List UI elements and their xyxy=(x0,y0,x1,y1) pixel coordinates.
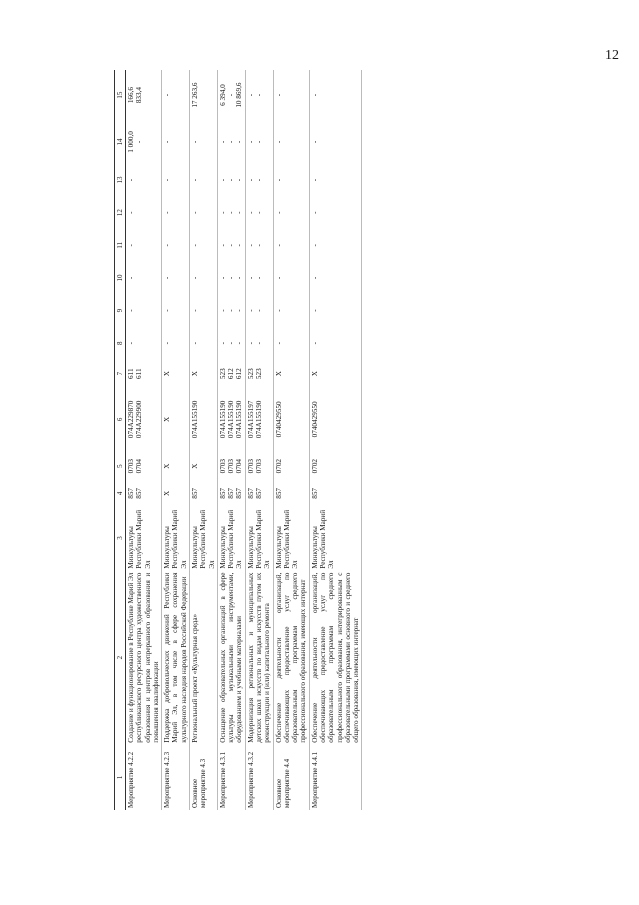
table-cell: 0703 0704 xyxy=(126,451,162,481)
header-row xyxy=(115,70,126,810)
table-cell: - xyxy=(126,229,162,262)
table-row xyxy=(126,70,162,810)
table-cell: - xyxy=(162,120,190,164)
table-cell: - xyxy=(126,327,162,360)
table-cell: - xyxy=(162,196,190,229)
table-cell: 0702 xyxy=(273,451,309,481)
table-cell: - - xyxy=(245,262,273,295)
table-row xyxy=(190,70,218,810)
table-cell: - xyxy=(309,70,362,120)
table-cell: X xyxy=(162,388,190,451)
table-cell: - xyxy=(273,70,309,120)
table-cell: Минкультуры Республики Марий Эл xyxy=(217,505,245,570)
table-cell: - - - xyxy=(217,262,245,295)
table-cell: - xyxy=(309,229,362,262)
table-cell: 6 394,0 - 10 869,6 xyxy=(217,70,245,120)
table-cell: 857 857 xyxy=(245,481,273,505)
column-header: 9 xyxy=(115,294,126,327)
table-cell: X xyxy=(190,360,218,388)
table-cell: - xyxy=(190,164,218,197)
table-cell: Создание и функционирование в Республике Марий Эл республиканского ресурсного центра художественного образования и центров непрерывного образования и повышения квалификации xyxy=(127,572,160,743)
column-header: 1 xyxy=(115,745,126,810)
table-row xyxy=(273,70,309,810)
table-cell: - - xyxy=(245,70,273,120)
table-cell: - xyxy=(162,229,190,262)
table-cell: - xyxy=(309,196,362,229)
table-cell: - xyxy=(273,262,309,295)
table-cell: - xyxy=(273,196,309,229)
table-cell: - xyxy=(273,327,309,360)
table-cell: Мероприятие 4.3.1 xyxy=(217,745,245,810)
table-cell: 0740429550 xyxy=(309,388,362,451)
table-body xyxy=(126,70,362,810)
table-cell: 857 xyxy=(273,481,309,505)
table-cell: - xyxy=(309,262,362,295)
table-cell: 857 xyxy=(190,481,218,505)
table-cell: - - - xyxy=(217,196,245,229)
table-cell: - - - xyxy=(217,229,245,262)
table-cell: 074A155190 xyxy=(190,388,218,451)
program-table xyxy=(114,70,362,810)
table-cell: - xyxy=(190,327,218,360)
table-cell: - - - xyxy=(217,294,245,327)
table-cell: Мероприятие 4.4.1 xyxy=(309,745,362,810)
table-cell: Основное мероприятие 4.4 xyxy=(273,745,309,810)
table-cell: - xyxy=(273,229,309,262)
table-cell: - - - xyxy=(217,327,245,360)
table-cell: 0703 0703 0704 xyxy=(217,451,245,481)
table-cell: Минкультуры Республики Марий Эл xyxy=(190,505,218,570)
table-cell: - xyxy=(162,70,190,120)
column-header: 15 xyxy=(115,70,126,120)
table-cell: Региональный проект «Культурная среда» xyxy=(190,571,218,745)
table-cell: - xyxy=(190,196,218,229)
table-cell: X xyxy=(162,481,190,505)
column-header: 6 xyxy=(115,388,126,451)
table-cell: - xyxy=(126,164,162,197)
table-cell: - xyxy=(309,294,362,327)
table-cell: Минкультуры Республики Марий Эл xyxy=(273,505,309,570)
table-cell: 611 611 xyxy=(126,360,162,388)
table-cell: 857 xyxy=(309,481,362,505)
rotated-table-wrapper xyxy=(114,70,609,810)
table-cell: - xyxy=(190,120,218,164)
table-cell: X xyxy=(162,360,190,388)
column-header: 7 xyxy=(115,360,126,388)
table-cell: - xyxy=(273,294,309,327)
table-cell: - xyxy=(162,262,190,295)
table-cell: Поддержка добровольческих движений Республики Марий Эл, в том числе в сфере сохранения культурного наследия народов Российской Федерации xyxy=(163,572,188,743)
table-cell: X xyxy=(162,451,190,481)
column-header: 2 xyxy=(115,571,126,745)
column-header: 8 xyxy=(115,327,126,360)
table-cell: 0703 0703 xyxy=(245,451,273,481)
table-cell: 074A155190 074A155190 074A155190 xyxy=(217,388,245,451)
table-cell: Мероприятие 4.3.2 xyxy=(245,745,273,810)
table-row xyxy=(245,70,273,810)
table-cell: - - xyxy=(245,120,273,164)
table-cell: 523 523 xyxy=(245,360,273,388)
table-cell: Оснащение образовательных организаций в сфере культуры музыкальными инструментами, оборудованием и учебными материалами xyxy=(218,572,244,743)
table-cell: - xyxy=(162,327,190,360)
table-cell: Мероприятие 4.2.3 xyxy=(162,745,190,810)
table-cell: Основное мероприятие 4.3 xyxy=(190,745,218,810)
table-cell: - xyxy=(190,294,218,327)
table-cell: Минкультуры Республики Марий Эл xyxy=(162,505,190,570)
table-cell: X xyxy=(190,451,218,481)
table-cell: Минкультуры Республики Марий Эл xyxy=(126,505,162,570)
table-cell: - xyxy=(162,164,190,197)
table-cell: 1 000,0 - xyxy=(126,120,162,164)
table-cell: 17 263,6 xyxy=(190,70,218,120)
table-cell: - xyxy=(162,294,190,327)
table-cell: - xyxy=(126,262,162,295)
column-header: 12 xyxy=(115,196,126,229)
table-row xyxy=(162,70,190,810)
column-header: 11 xyxy=(115,229,126,262)
table-cell: - - xyxy=(245,327,273,360)
table-cell: - xyxy=(126,294,162,327)
column-header: 14 xyxy=(115,120,126,164)
page-number: 12 xyxy=(605,48,619,63)
column-header: 4 xyxy=(115,481,126,505)
table-cell: - - xyxy=(245,229,273,262)
table-cell: - xyxy=(309,164,362,197)
table-cell: Обеспечение деятельности организаций, обеспечивающих предоставление услуг по образовательным программам среднего профессионального образования, интегрированным с образовательными программами основного и среднего общего образования, имеющих интернат xyxy=(310,572,361,743)
table-cell: - xyxy=(126,196,162,229)
table-cell: 074A155197 074A155190 xyxy=(245,388,273,451)
table-cell: 857 857 xyxy=(126,481,162,505)
table-cell: - xyxy=(309,327,362,360)
table-cell: - xyxy=(190,262,218,295)
table-cell: - xyxy=(190,229,218,262)
column-header: 13 xyxy=(115,164,126,197)
table-row xyxy=(309,70,362,810)
table-cell: Обеспечение деятельности организаций, обеспечивающих предоставление услуг по образовательным программам среднего профессионального образования, имеющих интернат xyxy=(274,572,308,743)
table-cell: X xyxy=(309,360,362,388)
table-cell: 074A229870 074A229900 xyxy=(126,388,162,451)
table-cell: X xyxy=(273,360,309,388)
table-cell: - xyxy=(273,164,309,197)
table-cell: - - xyxy=(245,164,273,197)
column-header: 5 xyxy=(115,451,126,481)
table-cell: - - xyxy=(245,196,273,229)
table-cell: 0702 xyxy=(309,451,362,481)
column-header: 10 xyxy=(115,262,126,295)
table-cell: 857 857 857 xyxy=(217,481,245,505)
table-cell: - xyxy=(273,120,309,164)
table-cell: 166,6 833,4 xyxy=(126,70,162,120)
table-cell: Минкультуры Республики Марий Эл xyxy=(245,505,273,570)
table-row xyxy=(217,70,245,810)
table-cell: Модернизация региональных и муниципальных детских школ искусств по видам искусств путем их реконструкции и (или) капитального ремонта xyxy=(246,572,272,743)
table-cell: Минкультуры Республики Марий Эл xyxy=(309,505,362,570)
table-cell: 523 612 612 xyxy=(217,360,245,388)
table-cell: - xyxy=(309,120,362,164)
table-cell: 0740429550 xyxy=(273,388,309,451)
table-cell: - - - xyxy=(217,164,245,197)
table-cell: - - - xyxy=(217,120,245,164)
table-cell: Мероприятие 4.2.2 xyxy=(126,745,162,810)
table-cell: - - xyxy=(245,294,273,327)
column-header: 3 xyxy=(115,505,126,570)
